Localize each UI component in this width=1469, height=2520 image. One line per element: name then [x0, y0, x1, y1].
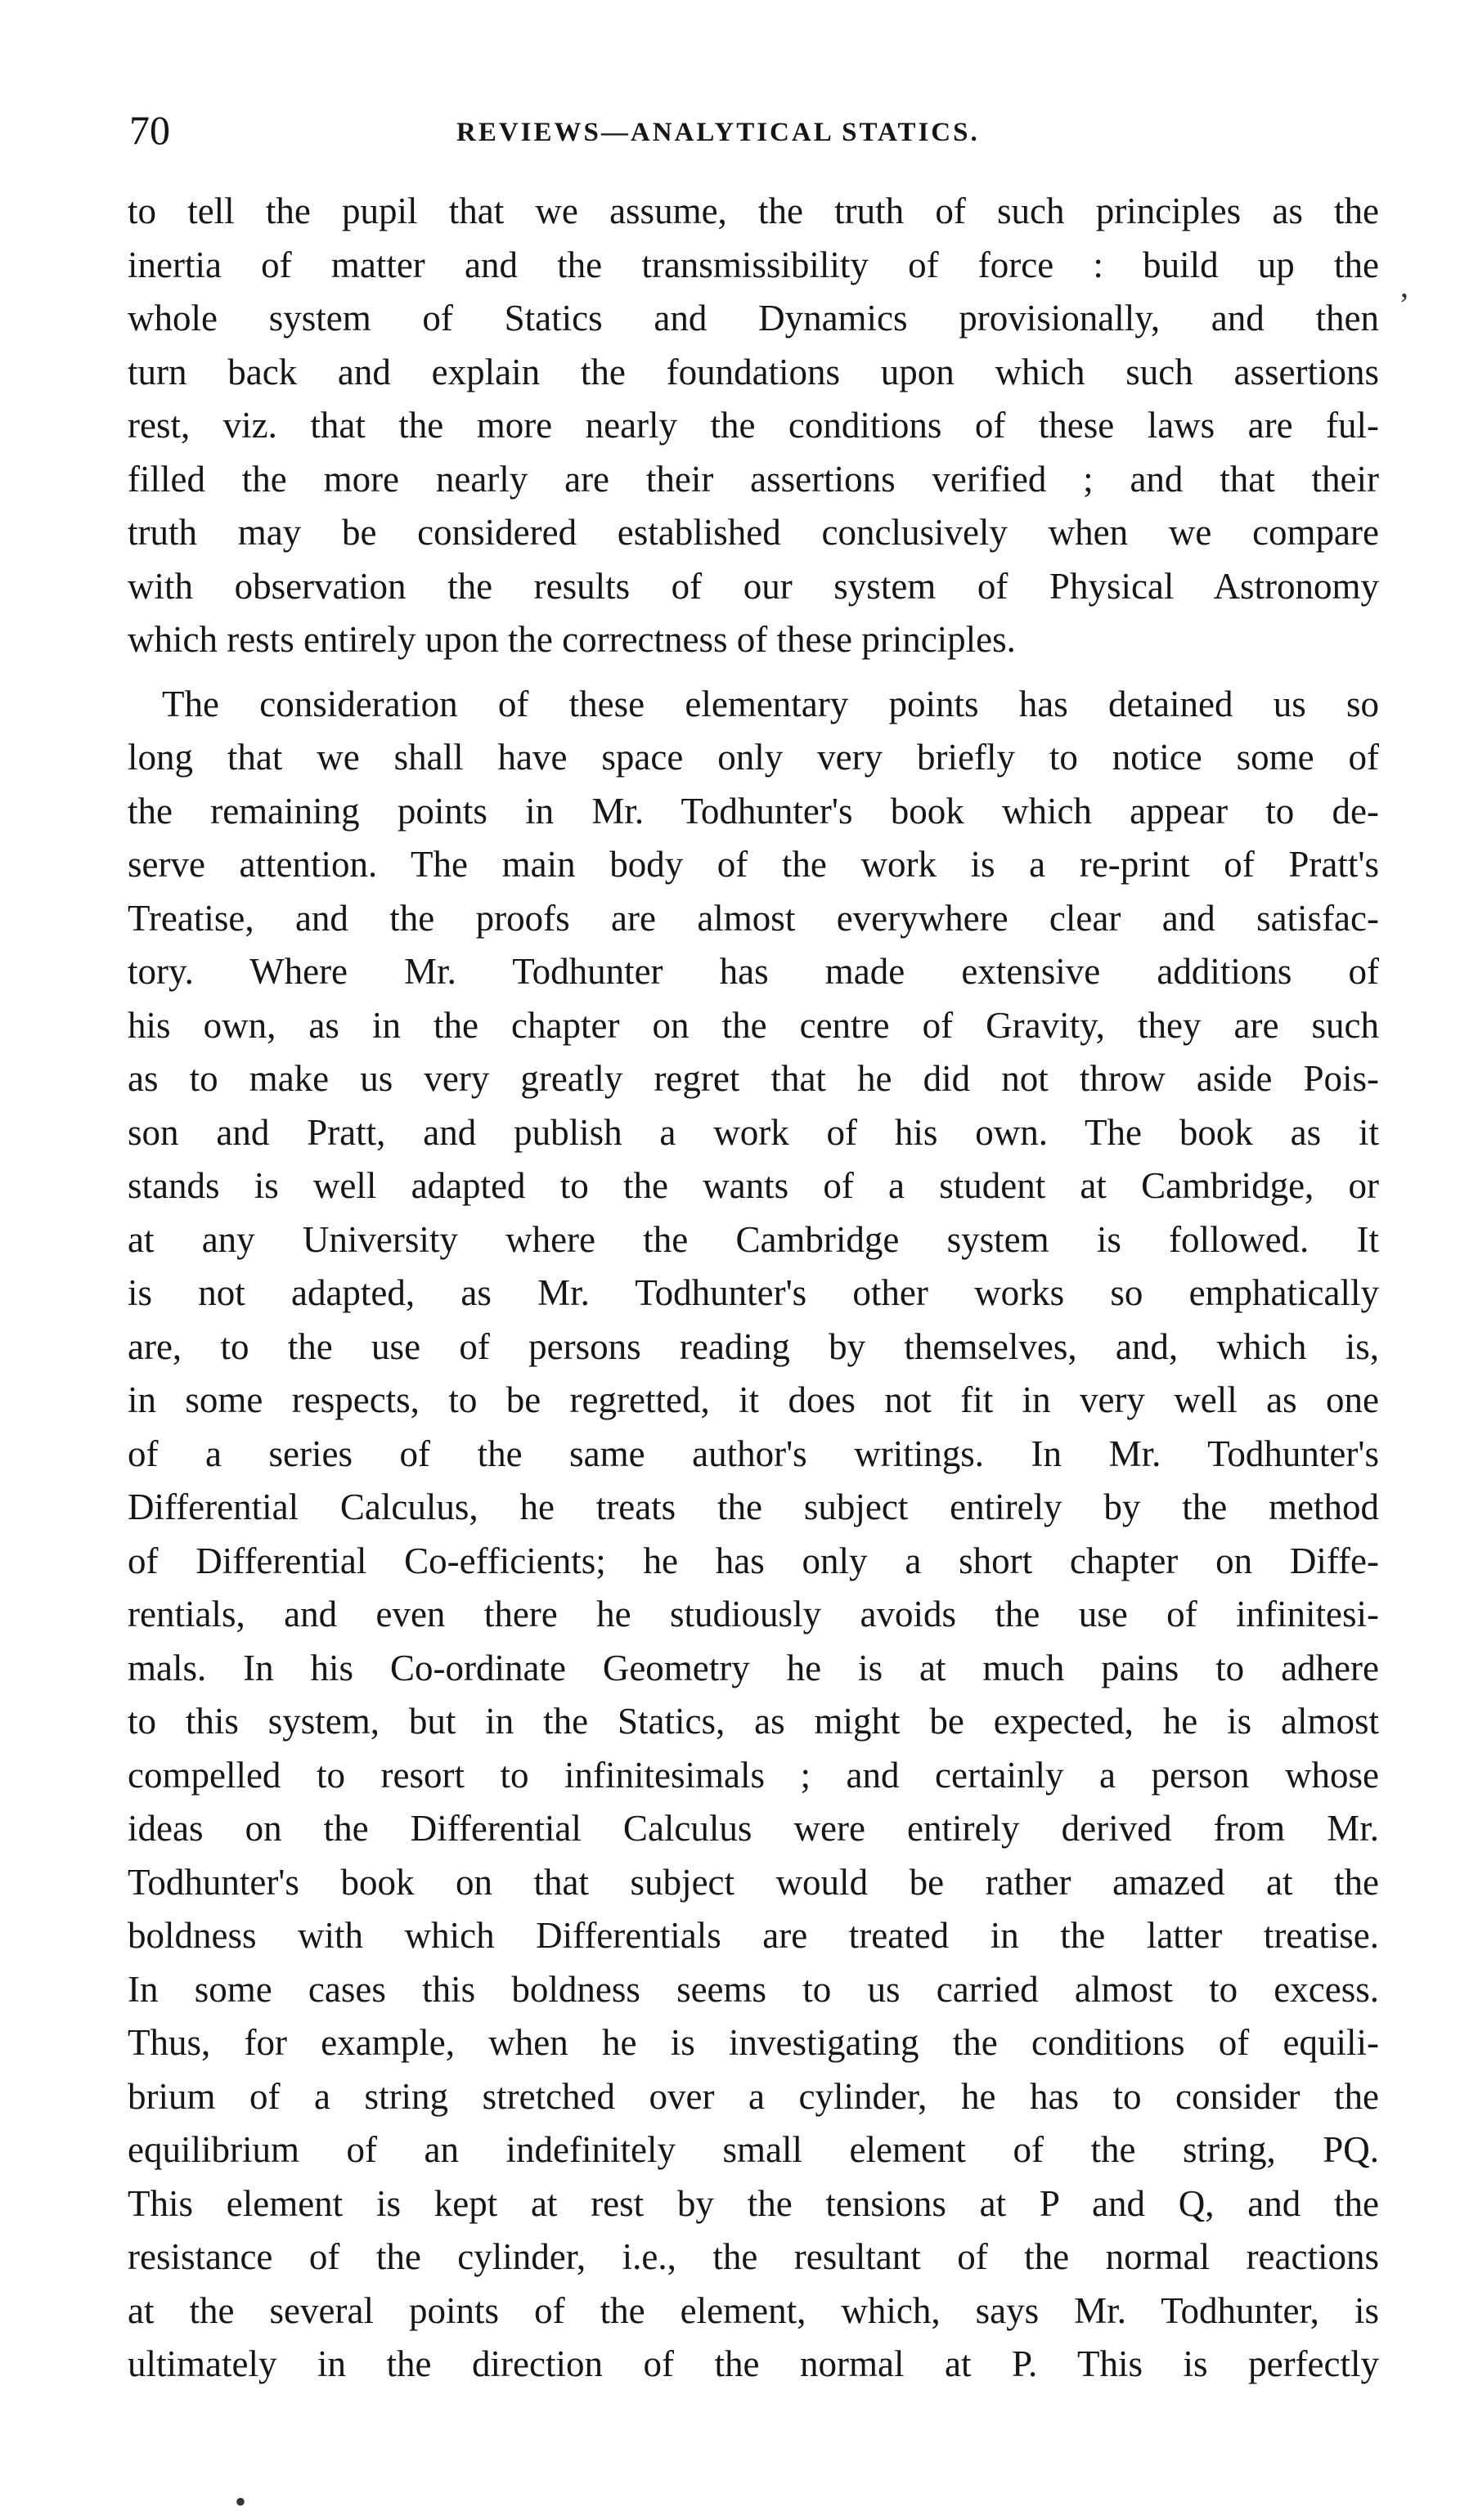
text-line: to tell the pupil that we assume, the truth of such principles as the: [128, 191, 1379, 231]
paragraph: [128, 185, 1379, 667]
text-line: The consideration of these elementary points has detained us so: [162, 683, 1379, 724]
text-line: truth may be considered established conclusively when we compare: [128, 512, 1379, 553]
text-line: rest, viz. that the more nearly the conditions of these laws are ful-: [128, 405, 1379, 446]
text-line: Differential Calculus, he treats the subject entirely by the method: [128, 1486, 1379, 1527]
text-line: of Differential Co-efficients; he has only a short chapter on Diffe-: [128, 1540, 1379, 1581]
text-line: long that we shall have space only very briefly to notice some of: [128, 737, 1379, 778]
text-line: Todhunter's book on that subject would be rather amazed at the: [128, 1861, 1379, 1903]
stray-ink-mark: •: [235, 2483, 247, 2520]
text-line: of a series of the same author's writings. In Mr. Todhunter's: [128, 1433, 1379, 1474]
text-line: brium of a string stretched over a cylinder, he has to consider the: [128, 2075, 1379, 2117]
text-line: equilibrium of an indefinitely small element of the string, PQ.: [128, 2129, 1379, 2170]
text-line: which rests entirely upon the correctness of these principles.: [128, 619, 1016, 660]
paragraph-gap: [128, 667, 1379, 678]
text-line: Treatise, and the proofs are almost everywhere clear and satisfac-: [128, 897, 1379, 939]
text-line: rentials, and even there he studiously avoids the use of infinitesi-: [128, 1594, 1379, 1634]
text-line: serve attention. The main body of the work is a re-print of Pratt's: [128, 844, 1379, 885]
text-line: mals. In his Co-ordinate Geometry he is at much pains to adhere: [128, 1647, 1379, 1688]
text-line: in some respects, to be regretted, it does not fit in very well as one: [128, 1379, 1379, 1420]
text-line: filled the more nearly are their assertions verified ; and that their: [128, 458, 1379, 500]
text-line: ultimately in the direction of the normal at P. This is perfectly: [128, 2343, 1379, 2384]
text-line: This element is kept at rest by the tensions at P and Q, and the: [128, 2182, 1379, 2224]
text-line: to this system, but in the Statics, as might be expected, he is almost: [128, 1701, 1379, 1742]
text-line: his own, as in the chapter on the centre of Gravity, they are such: [128, 1004, 1379, 1046]
text-line: boldness with which Differentials are treated in the latter treatise.: [128, 1915, 1379, 1956]
text-line: In some cases this boldness seems to us carried almost to excess.: [128, 1968, 1379, 2010]
text-line: compelled to resort to infinitesimals ; and certainly a person whose: [128, 1754, 1379, 1796]
text-line: tory. Where Mr. Todhunter has made extensive additions of: [128, 951, 1379, 992]
page-header: [129, 101, 1405, 159]
text-line: resistance of the cylinder, i.e., the resultant of the normal reactions: [128, 2236, 1379, 2277]
text-line: turn back and explain the foundations upon which such assertions: [128, 351, 1379, 392]
running-title: REVIEWS—ANALYTICAL STATICS.: [456, 118, 980, 147]
text-line: at the several points of the element, which, says Mr. Todhunter, is: [128, 2289, 1379, 2331]
text-line: inertia of matter and the transmissibility of force : build up the: [128, 244, 1379, 285]
paragraph: [128, 678, 1379, 2392]
text-line: son and Pratt, and publish a work of his own. The book as it: [128, 1111, 1379, 1153]
text-line: stands is well adapted to the wants of a student at Cambridge, or: [128, 1165, 1379, 1206]
text-line: at any University where the Cambridge system is followed. It: [128, 1218, 1379, 1260]
body-text: [128, 185, 1379, 2392]
text-line: whole system of Statics and Dynamics provisionally, and then: [128, 298, 1379, 339]
text-line: are, to the use of persons reading by themselves, and, which is,: [128, 1325, 1379, 1367]
text-line: is not adapted, as Mr. Todhunter's other works so emphatically: [128, 1272, 1379, 1313]
text-line: the remaining points in Mr. Todhunter's book which appear to de-: [128, 790, 1379, 832]
text-line: as to make us very greatly regret that he did not throw aside Pois-: [128, 1058, 1379, 1099]
stray-ink-mark: ,: [1400, 267, 1408, 304]
text-line: ideas on the Differential Calculus were entirely derived from Mr.: [128, 1808, 1379, 1849]
page-number: 70: [129, 107, 170, 153]
text-line: with observation the results of our system of Physical Astronomy: [128, 565, 1379, 607]
text-line: Thus, for example, when he is investigating the conditions of equili-: [128, 2022, 1379, 2063]
